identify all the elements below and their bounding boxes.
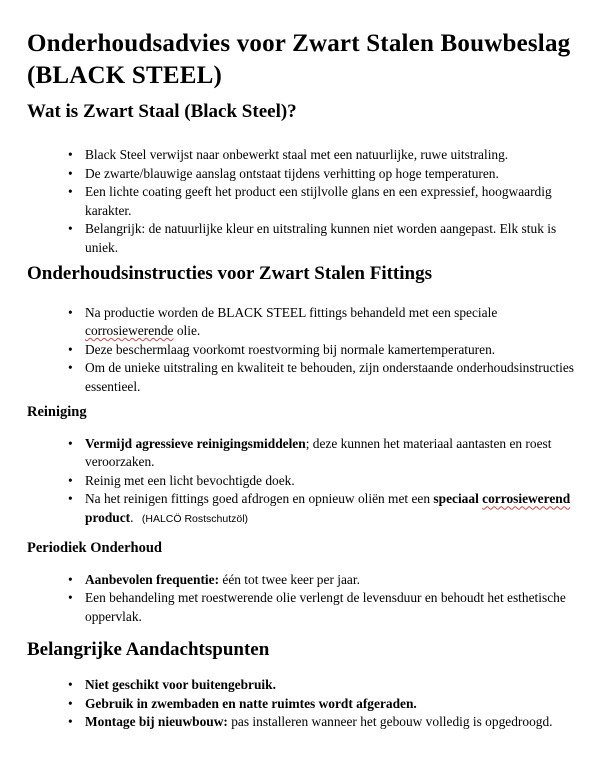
text-run: Aanbevolen frequentie: [85,571,220,587]
text-run: (HALCÖ Rostschutzöl) [141,512,249,525]
text-run: Om de unieke uitstraling en kwaliteit te behouden, zijn onderstaande onderhoudsinstructies essentieel. [85,360,575,394]
text-run: Belangrijk: de natuurlijke kleur en uitstraling kunnen niet worden aangepast. Elk stuk is uniek. [85,221,557,255]
text-run: Deze beschermlaag voorkomt roestvorming bij normale kamertemperaturen. [85,341,496,357]
bullet-list [27,146,584,258]
text-run: product [85,509,131,525]
bullet-item [85,713,584,732]
text-run: Een behandeling met roestwerende olie verlengt de levensduur en behoudt het esthetische oppervlak. [85,590,566,624]
bullet-item [85,359,584,396]
bullet-list [27,304,584,397]
bullet-item [85,165,584,184]
text-run: Na productie worden de BLACK STEEL fittings behandeld met een speciale [85,304,498,320]
text-run: Reinig met een licht bevochtigde doek. [85,472,295,488]
bullet-item [85,676,584,695]
bullet-item [85,472,584,491]
bullet-item [85,571,584,590]
bullet-item [85,146,584,165]
text-run: Een lichte coating geeft het product een stijlvolle glans en een expressief, hoogwaardig karakter. [85,184,552,218]
subsection-heading: Periodiek Onderhoud [27,539,162,556]
bullet-item [85,490,584,528]
text-run: Black Steel verwijst naar onbewerkt staal met een natuurlijke, ruwe uitstraling. [85,147,509,162]
bullet-item [85,220,584,257]
subsection-heading: Reiniging [27,403,87,420]
document-title: Onderhoudsadvies voor Zwart Stalen Bouwbeslag (BLACK STEEL) [27,30,571,89]
bullet-item [85,435,584,472]
bullet-item [85,341,584,360]
section-heading: Belangrijke Aandachtspunten [27,639,270,661]
bullet-item [85,183,584,220]
section-periodiek-onderhoud [27,539,584,627]
text-run: . [130,509,137,525]
section-belangrijke-aandachtspunten [27,638,584,732]
bullet-list [27,571,584,627]
bullet-item [85,695,584,714]
text-run: olie. [173,323,201,339]
text-run: corrosiewerende [85,323,174,339]
section-reiniging [27,403,584,529]
text-run: Gebruik in zwembaden en natte ruimtes wordt afgeraden. [85,695,417,711]
text-run: corrosiewerend [482,491,571,507]
bullet-list [27,435,584,529]
section-wat-is-zwart-staal [27,100,584,258]
bullet-item [85,589,584,626]
section-heading: Onderhoudsinstructies voor Zwart Stalen Fittings [27,262,433,284]
section-heading: Wat is Zwart Staal (Black Steel)? [27,101,297,122]
text-run: één tot twee keer per jaar. [219,571,360,587]
text-run: De zwarte/blauwige aanslag ontstaat tijdens verhitting op hoge temperaturen. [85,165,499,181]
text-run: pas installeren wanneer het gebouw volledig is opgedroogd. [227,714,553,730]
section-onderhoudsinstructies [27,262,584,397]
bullet-item [85,304,584,341]
text-run: speciaal [433,491,483,507]
text-run: Montage bij nieuwbouw: [85,714,228,730]
text-run: Vermijd agressieve reinigingsmiddelen [85,435,306,451]
text-run: Na het reinigen fittings goed afdrogen en opnieuw oliën met een [85,491,434,507]
bullet-list [27,676,584,732]
text-run: Niet geschikt voor buitengebruik. [85,677,276,693]
text-run: ; deze kunnen het materiaal aantasten en roest veroorzaken. [85,435,552,470]
